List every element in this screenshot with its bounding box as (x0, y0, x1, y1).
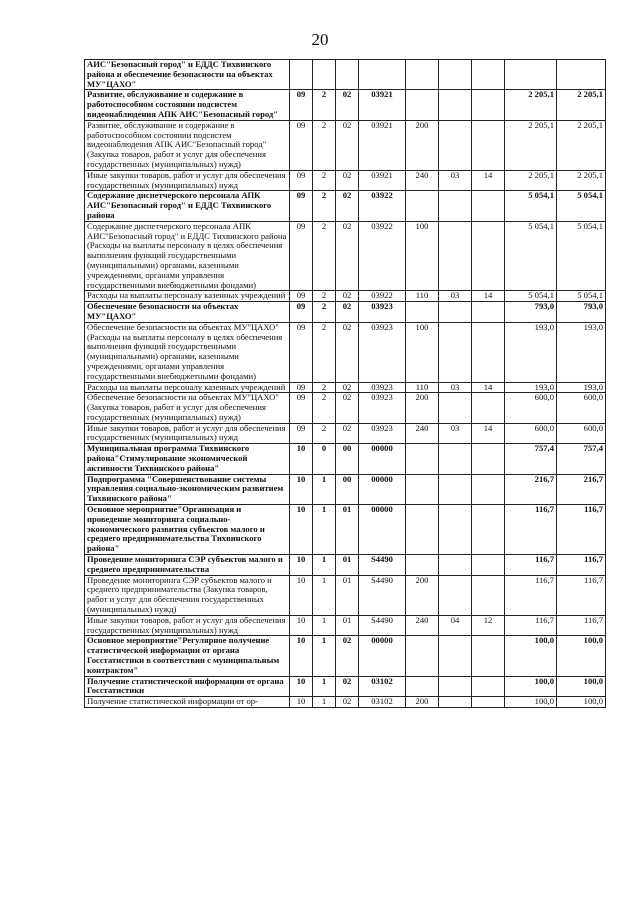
row-code-cell: 10 (290, 555, 313, 576)
table-row (85, 191, 606, 221)
row-code-cell (439, 221, 472, 291)
row-code-cell: S4490 (359, 575, 406, 615)
row-code-cell (472, 676, 505, 697)
row-amount-cell: 5 054,1 (557, 291, 606, 302)
row-code-cell (439, 90, 472, 120)
row-code-cell: 02 (336, 423, 359, 444)
row-code-cell: 1 (313, 575, 336, 615)
row-code-cell: 2 (313, 302, 336, 323)
row-code-cell: 03921 (359, 90, 406, 120)
row-code-cell: 2 (313, 393, 336, 423)
row-code-cell (359, 60, 406, 90)
row-code-cell (439, 636, 472, 676)
row-code-cell: 240 (406, 423, 439, 444)
row-code-cell: 09 (290, 423, 313, 444)
table-row (85, 291, 606, 302)
row-code-cell: 10 (290, 444, 313, 474)
row-code-cell (406, 676, 439, 697)
row-code-cell: 02 (336, 382, 359, 393)
row-code-cell: 200 (406, 120, 439, 170)
row-code-cell (439, 697, 472, 708)
row-code-cell: 10 (290, 615, 313, 636)
row-code-cell (406, 555, 439, 576)
row-code-cell: 14 (472, 382, 505, 393)
table-row (85, 474, 606, 504)
row-code-cell: 2 (313, 90, 336, 120)
table-row (85, 615, 606, 636)
row-code-cell: S4490 (359, 615, 406, 636)
row-amount-cell: 2 205,1 (505, 120, 557, 170)
row-code-cell: 12 (472, 615, 505, 636)
row-code-cell: 02 (336, 393, 359, 423)
row-code-cell: 04 (439, 615, 472, 636)
row-code-cell: S4490 (359, 555, 406, 576)
row-code-cell: 01 (336, 555, 359, 576)
row-code-cell: 03923 (359, 302, 406, 323)
row-amount-cell: 5 054,1 (505, 191, 557, 221)
row-code-cell: 01 (336, 575, 359, 615)
row-code-cell: 02 (336, 170, 359, 191)
row-amount-cell: 5 054,1 (505, 291, 557, 302)
row-name-cell: Иные закупки товаров, работ и услуг для обеспечения государственных (муниципальных) нужд (85, 170, 290, 191)
table-row (85, 90, 606, 120)
row-code-cell (472, 221, 505, 291)
page-number: 20 (311, 30, 329, 49)
row-code-cell: 01 (336, 615, 359, 636)
row-name-cell: Основное мероприятие"Регулярное получение статистической информации от органа Госстатистики в соответствии с муниципальным контрактом" (85, 636, 290, 676)
row-amount-cell: 116,7 (557, 575, 606, 615)
row-code-cell (439, 474, 472, 504)
row-code-cell: 100 (406, 221, 439, 291)
table-row (85, 170, 606, 191)
row-amount-cell: 116,7 (505, 615, 557, 636)
row-code-cell: 02 (336, 636, 359, 676)
row-amount-cell: 193,0 (557, 322, 606, 382)
row-amount-cell: 600,0 (557, 393, 606, 423)
row-code-cell: 1 (313, 555, 336, 576)
row-code-cell (336, 60, 359, 90)
row-code-cell (472, 302, 505, 323)
row-amount-cell: 2 205,1 (557, 90, 606, 120)
row-code-cell: 02 (336, 120, 359, 170)
row-amount-cell (505, 60, 557, 90)
row-name-cell: Иные закупки товаров, работ и услуг для обеспечения государственных (муниципальных) нужд (85, 615, 290, 636)
row-code-cell (472, 575, 505, 615)
row-code-cell: 100 (406, 322, 439, 382)
row-amount-cell: 216,7 (505, 474, 557, 504)
row-code-cell: 02 (336, 676, 359, 697)
row-amount-cell: 100,0 (505, 697, 557, 708)
row-code-cell: 2 (313, 322, 336, 382)
row-code-cell: 2 (313, 191, 336, 221)
table-row (85, 120, 606, 170)
row-code-cell (439, 393, 472, 423)
row-code-cell: 03 (439, 382, 472, 393)
row-code-cell: 03923 (359, 322, 406, 382)
row-amount-cell: 100,0 (557, 676, 606, 697)
row-code-cell: 02 (336, 291, 359, 302)
row-code-cell: 03922 (359, 291, 406, 302)
table-row (85, 505, 606, 555)
row-code-cell: 00000 (359, 444, 406, 474)
row-amount-cell: 100,0 (557, 636, 606, 676)
row-amount-cell: 600,0 (505, 393, 557, 423)
row-code-cell: 03921 (359, 120, 406, 170)
table-row (85, 676, 606, 697)
row-name-cell: Содержание диспетчерского персонала АПК АИС"Безопасный город" и ЕДДС Тихвинского района (85, 191, 290, 221)
row-code-cell: 02 (336, 322, 359, 382)
row-code-cell: 2 (313, 221, 336, 291)
row-code-cell: 01 (336, 505, 359, 555)
row-code-cell (406, 636, 439, 676)
row-code-cell: 09 (290, 393, 313, 423)
row-code-cell: 1 (313, 676, 336, 697)
row-amount-cell: 100,0 (557, 697, 606, 708)
row-code-cell: 03921 (359, 170, 406, 191)
row-code-cell: 1 (313, 636, 336, 676)
row-code-cell: 240 (406, 615, 439, 636)
row-code-cell (439, 191, 472, 221)
row-code-cell (439, 60, 472, 90)
row-amount-cell: 2 205,1 (505, 90, 557, 120)
row-name-cell: АИС"Безопасный город" и ЕДДС Тихвинского района и обеспечение безопасности на объектах МУ"ЦАХО" (85, 60, 290, 90)
row-code-cell (406, 444, 439, 474)
row-code-cell (406, 474, 439, 504)
row-code-cell (472, 697, 505, 708)
row-code-cell: 10 (290, 505, 313, 555)
row-code-cell: 09 (290, 322, 313, 382)
row-name-cell: Получение статистической информации от органа Госстатистики (85, 676, 290, 697)
row-name-cell: Развитие, обслуживание и содержание в работоспособном состоянии подсистем видеонаблюдения АПК АИС"Безопасный город" (85, 90, 290, 120)
row-amount-cell: 2 205,1 (557, 120, 606, 170)
row-code-cell (406, 191, 439, 221)
row-name-cell: Проведение мониторинга СЭР субъектов малого и среднего предпринимательства (Закупка товаров, работ и услуг для обеспечения государственных (муниципальных) нужд) (85, 575, 290, 615)
row-code-cell: 02 (336, 191, 359, 221)
row-code-cell (472, 191, 505, 221)
row-amount-cell: 116,7 (505, 555, 557, 576)
row-code-cell: 03102 (359, 697, 406, 708)
row-amount-cell: 100,0 (505, 636, 557, 676)
row-amount-cell: 116,7 (557, 615, 606, 636)
row-name-cell: Обеспечение безопасности на объектах МУ"ЦАХО" (Закупка товаров, работ и услуг для обеспечения государственных (муниципальных) нужд) (85, 393, 290, 423)
row-code-cell: 2 (313, 423, 336, 444)
row-code-cell: 09 (290, 90, 313, 120)
row-name-cell: Получение статистической информации от ор- (85, 697, 290, 708)
row-code-cell (439, 322, 472, 382)
row-code-cell: 09 (290, 191, 313, 221)
table-row (85, 302, 606, 323)
row-amount-cell: 116,7 (557, 505, 606, 555)
row-code-cell: 200 (406, 575, 439, 615)
table-row (85, 555, 606, 576)
row-code-cell: 09 (290, 120, 313, 170)
row-code-cell: 00 (336, 444, 359, 474)
row-code-cell: 03 (439, 423, 472, 444)
row-code-cell (472, 555, 505, 576)
row-code-cell (439, 555, 472, 576)
row-code-cell (439, 505, 472, 555)
table-row (85, 221, 606, 291)
row-code-cell: 10 (290, 697, 313, 708)
row-code-cell (472, 322, 505, 382)
table-row (85, 60, 606, 90)
row-amount-cell: 193,0 (505, 382, 557, 393)
row-code-cell: 09 (290, 221, 313, 291)
row-code-cell: 03922 (359, 191, 406, 221)
table-row (85, 444, 606, 474)
row-code-cell: 09 (290, 170, 313, 191)
row-amount-cell: 216,7 (557, 474, 606, 504)
row-code-cell: 2 (313, 291, 336, 302)
row-code-cell: 09 (290, 291, 313, 302)
row-amount-cell: 5 054,1 (557, 191, 606, 221)
row-code-cell (472, 60, 505, 90)
row-code-cell: 02 (336, 302, 359, 323)
row-amount-cell: 5 054,1 (557, 221, 606, 291)
table-row (85, 697, 606, 708)
row-code-cell: 02 (336, 221, 359, 291)
row-code-cell: 03 (439, 170, 472, 191)
row-amount-cell: 2 205,1 (505, 170, 557, 191)
table-body (85, 60, 606, 708)
row-code-cell (406, 302, 439, 323)
row-code-cell (472, 505, 505, 555)
row-name-cell: Расходы на выплаты персоналу казенных учреждений (85, 291, 290, 302)
row-code-cell: 10 (290, 474, 313, 504)
row-code-cell (472, 120, 505, 170)
table-row (85, 423, 606, 444)
row-amount-cell: 600,0 (557, 423, 606, 444)
row-code-cell: 200 (406, 697, 439, 708)
row-code-cell: 2 (313, 382, 336, 393)
row-code-cell: 2 (313, 170, 336, 191)
row-code-cell: 02 (336, 697, 359, 708)
row-code-cell: 1 (313, 505, 336, 555)
row-code-cell: 14 (472, 170, 505, 191)
row-code-cell: 14 (472, 291, 505, 302)
row-name-cell: Обеспечение безопасности на объектах МУ"ЦАХО" (85, 302, 290, 323)
row-code-cell (472, 474, 505, 504)
row-code-cell: 03922 (359, 221, 406, 291)
row-code-cell (439, 676, 472, 697)
row-code-cell: 03923 (359, 382, 406, 393)
row-name-cell: Расходы на выплаты персоналу казенных учреждений (85, 382, 290, 393)
row-name-cell: Иные закупки товаров, работ и услуг для обеспечения государственных (муниципальных) нужд (85, 423, 290, 444)
row-code-cell: 00 (336, 474, 359, 504)
row-code-cell: 10 (290, 575, 313, 615)
row-code-cell: 240 (406, 170, 439, 191)
row-code-cell: 10 (290, 676, 313, 697)
row-code-cell: 03923 (359, 423, 406, 444)
row-code-cell (313, 60, 336, 90)
row-amount-cell: 757,4 (505, 444, 557, 474)
row-amount-cell: 793,0 (557, 302, 606, 323)
row-code-cell: 00000 (359, 505, 406, 555)
table-row (85, 382, 606, 393)
row-code-cell (290, 60, 313, 90)
budget-table (84, 59, 606, 708)
table-row (85, 322, 606, 382)
row-amount-cell: 2 205,1 (557, 170, 606, 191)
row-code-cell: 0 (313, 444, 336, 474)
table-row (85, 636, 606, 676)
row-code-cell: 1 (313, 697, 336, 708)
row-code-cell: 03102 (359, 676, 406, 697)
row-code-cell: 110 (406, 382, 439, 393)
row-amount-cell: 793,0 (505, 302, 557, 323)
row-code-cell: 110 (406, 291, 439, 302)
row-amount-cell: 757,4 (557, 444, 606, 474)
row-name-cell: Проведение мониторинга СЭР субъектов малого и среднего предпринимательства (85, 555, 290, 576)
row-name-cell: Основное мероприятие"Организация и проведение мониторинга социально-экономического развития субъектов малого и среднего предпринимательства Тихвинского района" (85, 505, 290, 555)
row-code-cell: 1 (313, 474, 336, 504)
table-row (85, 575, 606, 615)
row-code-cell: 14 (472, 423, 505, 444)
row-code-cell (439, 302, 472, 323)
row-name-cell: Обеспечение безопасности на объектах МУ"ЦАХО" (Расходы на выплаты персоналу в целях обеспечения выполнения функций государственными (муниципальными) органами, казенными учреждениями, органами управления государственными внебюджетными фондами) (85, 322, 290, 382)
row-code-cell (472, 90, 505, 120)
row-code-cell (439, 575, 472, 615)
row-amount-cell: 600,0 (505, 423, 557, 444)
row-code-cell: 00000 (359, 636, 406, 676)
row-code-cell (439, 444, 472, 474)
row-code-cell (472, 636, 505, 676)
row-amount-cell: 116,7 (505, 575, 557, 615)
row-name-cell: Развитие, обслуживание и содержание в работоспособном состоянии подсистем видеонаблюдения АПК АИС"Безопасный город" (Закупка товаров, работ и услуг для обеспечения государственных (муниципальных) нужд) (85, 120, 290, 170)
row-code-cell: 03 (439, 291, 472, 302)
row-code-cell (439, 120, 472, 170)
row-code-cell: 09 (290, 382, 313, 393)
row-code-cell: 03923 (359, 393, 406, 423)
row-code-cell (406, 60, 439, 90)
row-code-cell: 1 (313, 615, 336, 636)
row-code-cell (472, 444, 505, 474)
row-name-cell: Содержание диспетчерского персонала АПК АИС"Безопасный город" и ЕДДС Тихвинского района (Расходы на выплаты персоналу в целях обеспечения выполнения функций государственными (муниципальными) органами, казенными учреждениями, органами управления государственными внебюджетными фондами) (85, 221, 290, 291)
row-code-cell: 02 (336, 90, 359, 120)
row-code-cell: 10 (290, 636, 313, 676)
row-amount-cell: 5 054,1 (505, 221, 557, 291)
row-amount-cell: 193,0 (557, 382, 606, 393)
row-amount-cell: 100,0 (505, 676, 557, 697)
table-row (85, 393, 606, 423)
row-amount-cell: 116,7 (505, 505, 557, 555)
row-code-cell: 2 (313, 120, 336, 170)
row-code-cell (472, 393, 505, 423)
row-name-cell: Муниципальная программа Тихвинского района"Стимулирование экономической активности Тихвинского района" (85, 444, 290, 474)
row-amount-cell: 193,0 (505, 322, 557, 382)
row-code-cell: 09 (290, 302, 313, 323)
row-code-cell (406, 505, 439, 555)
row-amount-cell: 116,7 (557, 555, 606, 576)
row-name-cell: Подпрограмма "Совершенствование системы управления социально-экономическим развитием Тихвинского района" (85, 474, 290, 504)
row-code-cell (406, 90, 439, 120)
row-code-cell: 00000 (359, 474, 406, 504)
row-amount-cell (557, 60, 606, 90)
row-code-cell: 200 (406, 393, 439, 423)
